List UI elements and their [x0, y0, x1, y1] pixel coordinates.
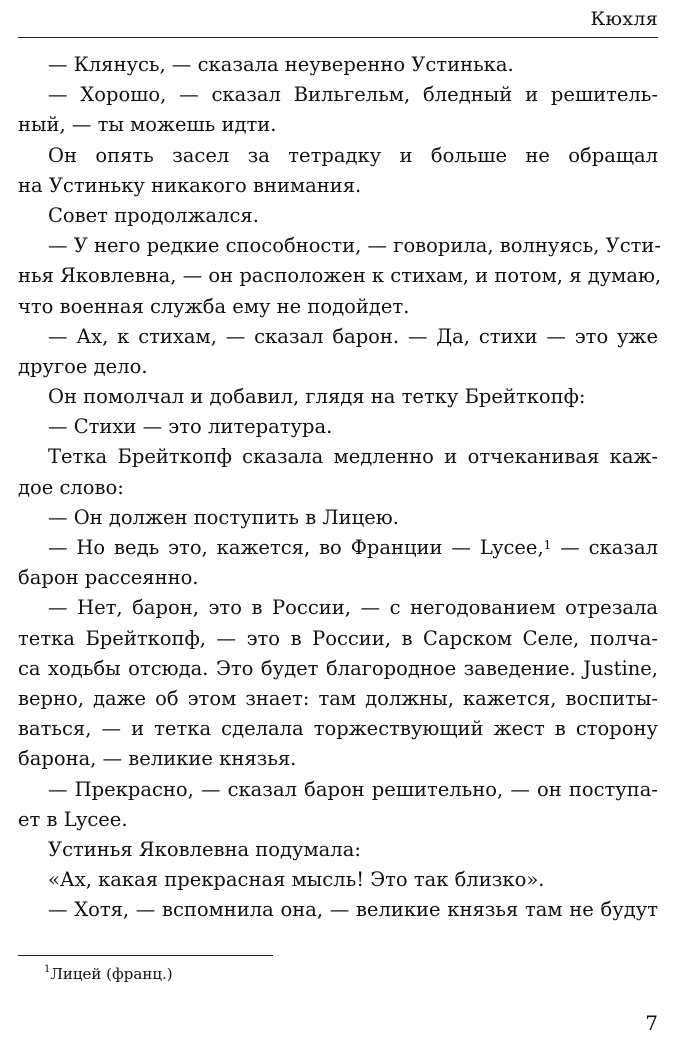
text-line — [18, 412, 658, 442]
text-line-content: ет в Lycee. — [18, 807, 128, 831]
footnote-text: Лицей (франц.) — [50, 965, 173, 983]
footnote-marker: 1 — [44, 964, 51, 975]
text-line-content: тетка Брейткопф, — это в России, в Сарском Селе, полча- — [18, 626, 658, 650]
text-line-content: — Прекрасно, — сказал барон решительно, — он поступа- — [48, 777, 658, 801]
text-line — [18, 684, 658, 714]
text-line — [18, 292, 658, 322]
text-line — [18, 895, 658, 925]
text-line — [18, 775, 658, 805]
text-line-content: — Хорошо, — сказал Вильгельм, бледный и решитель- — [48, 83, 658, 107]
header-rule — [18, 37, 658, 38]
text-line — [18, 322, 658, 352]
text-line-content: дое слово: — [18, 475, 124, 499]
text-line — [18, 352, 658, 382]
text-line-content: — Клянусь, — сказала неуверенно Устинька. — [48, 53, 514, 76]
text-line — [18, 171, 658, 201]
footnote-rule — [18, 955, 273, 956]
text-line — [18, 865, 658, 895]
text-line-content: нья Яковлевна, — он расположен к стихам, и потом, я думаю, — [18, 264, 662, 288]
text-line — [18, 835, 658, 865]
running-head: Кюхля — [590, 8, 658, 30]
text-line-content: — У него редкие способности, — говорила, волнуясь, Усти- — [48, 234, 661, 258]
text-line-content: «Ах, какая прекрасная мысль! Это так близко». — [48, 868, 545, 892]
text-line-content: — Нет, барон, это в России, — с негодованием отрезала — [48, 596, 658, 620]
text-line-content: барона, — великие князья. — [18, 747, 297, 771]
text-line — [18, 141, 658, 171]
text-line — [18, 201, 658, 231]
text-line-content: — Хотя, — вспомнила она, — великие князья там не будут — [48, 898, 658, 922]
text-line-content: что военная служба ему не подойдет. — [18, 294, 410, 318]
text-line-content: — Ах, к стихам, — сказал барон. — Да, стихи — это уже — [48, 324, 658, 348]
text-line-content: Совет продолжался. — [48, 203, 259, 227]
text-line-content: Тетка Брейткопф сказала медленно и отчеканивая каж- — [48, 445, 658, 469]
text-line-content: Он помолчал и добавил, глядя на тетку Брейткопф: — [48, 385, 586, 409]
text-line-content: — Стихи — это литература. — [48, 415, 333, 439]
text-line — [18, 503, 658, 533]
text-line-content: — Но ведь это, кажется, во Франции — Lycee, — [48, 536, 544, 559]
text-line — [18, 714, 658, 744]
page-number: 7 — [645, 1011, 658, 1035]
text-line — [18, 382, 658, 412]
text-line — [18, 442, 658, 472]
text-line-continuation: — сказал — [551, 536, 658, 559]
text-line — [18, 80, 658, 110]
text-line-content: ный, — ты можешь идти. — [18, 113, 277, 137]
text-line — [18, 533, 658, 563]
text-line-content: са ходьбы отсюда. Это будет благородное заведение. Justine, — [18, 656, 658, 680]
text-line-content: Он опять засел за тетрадку и больше не обращал — [48, 143, 658, 167]
text-line — [18, 231, 661, 261]
text-line-content: другое дело. — [18, 354, 148, 378]
text-line — [18, 654, 658, 684]
body-text — [18, 50, 662, 925]
text-line-content: на Устиньку никакого внимания. — [18, 173, 362, 197]
text-line-content: барон рассеянно. — [18, 566, 199, 590]
text-line-content: ваться, — и тетка сделала торжествующий жест в сторону — [18, 717, 658, 741]
text-line — [18, 805, 658, 835]
text-line-content: верно, даже об этом знает: там должны, кажется, воспиты- — [18, 686, 658, 710]
text-line-content: — Он должен поступить в Лицею. — [48, 505, 399, 529]
text-line — [18, 50, 658, 80]
footnote-reference: 1 — [543, 538, 552, 552]
text-line — [18, 110, 658, 140]
text-line-content: Устинья Яковлевна подумала: — [48, 837, 361, 861]
text-line — [18, 563, 658, 593]
footnote — [44, 965, 173, 983]
text-line — [18, 261, 662, 291]
text-line — [18, 593, 658, 623]
text-line — [18, 744, 658, 774]
text-line — [18, 624, 658, 654]
text-line — [18, 473, 658, 503]
